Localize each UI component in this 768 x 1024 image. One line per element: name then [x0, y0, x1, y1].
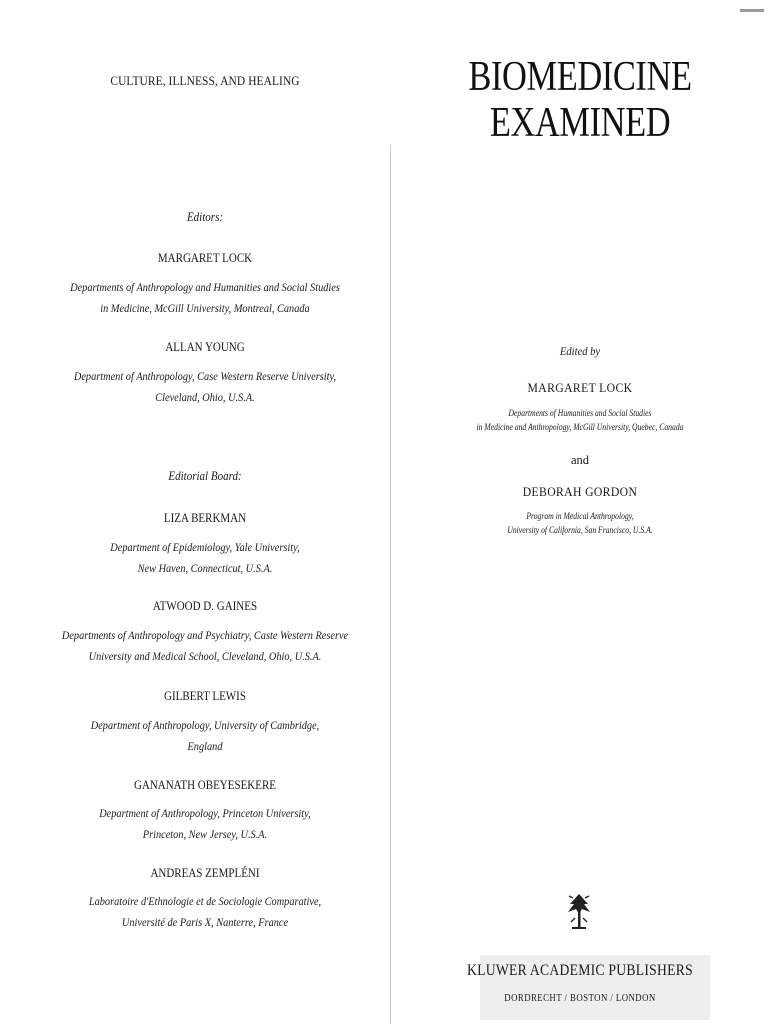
editor-affiliation: Department of Anthropology, Case Western Reserve University, Cleveland, Ohio, U.S.A. — [73, 369, 337, 404]
book-title-line2: EXAMINED — [489, 100, 671, 146]
board-member-affiliation: Department of Anthropology, Princeton University, Princeton, New Jersey, U.S.A. — [99, 806, 311, 841]
editorial-board-heading: Editorial Board: — [168, 469, 242, 483]
editor-name: DEBORAH GORDON — [522, 484, 638, 499]
board-member-name: ANDREAS ZEMPLÉNI — [150, 866, 260, 880]
publisher-name: KLUWER ACADEMIC PUBLISHERS — [467, 962, 693, 979]
editor-name: MARGARET LOCK — [527, 380, 633, 395]
editor-affiliation: Departments of Humanities and Social Studies in Medicine and Anthropology, McGill University, Quebec, Canada — [476, 408, 684, 432]
edited-by-label: Edited by — [559, 344, 601, 358]
board-member-affiliation: Laboratoire d'Ethnologie et de Sociologie Comparative, Université de Paris X, Nanterre, France — [88, 894, 322, 929]
editor-affiliation: Program in Medical Anthropology, University of California, San Francisco, U.S.A. — [507, 511, 653, 535]
board-member-affiliation: Department of Anthropology, University of Cambridge, England — [90, 718, 320, 753]
publisher-tree-logo-icon — [566, 892, 592, 930]
publisher-cities: DORDRECHT / BOSTON / LONDON — [504, 993, 656, 1004]
editor-name: MARGARET LOCK — [157, 251, 253, 265]
editors-heading: Editors: — [186, 210, 224, 224]
editor-affiliation: Departments of Anthropology and Humanities and Social Studies in Medicine, McGill University, Montreal, Canada — [70, 280, 340, 315]
series-title: CULTURE, ILLNESS, AND HEALING — [110, 73, 300, 88]
board-member-affiliation: Departments of Anthropology and Psychiatry, Caste Western Reserve University and Medical School, Cleveland, Ohio, U.S.A. — [61, 628, 349, 663]
board-member-name: GANANATH OBEYESEKERE — [133, 778, 277, 792]
conjunction-and: and — [570, 453, 590, 467]
series-page — [20, 0, 390, 1024]
board-member-name: ATWOOD D. GAINES — [152, 599, 258, 613]
board-member-name: LIZA BERKMAN — [163, 511, 247, 525]
book-title-line1: BIOMEDICINE — [468, 54, 692, 100]
board-member-affiliation: Department of Epidemiology, Yale University, New Haven, Connecticut, U.S.A. — [110, 540, 300, 575]
board-member-name: GILBERT LEWIS — [164, 689, 246, 703]
page-gutter-divider — [390, 145, 391, 1024]
book-title — [426, 54, 734, 146]
title-page — [392, 0, 768, 1024]
editor-name: ALLAN YOUNG — [165, 340, 245, 354]
